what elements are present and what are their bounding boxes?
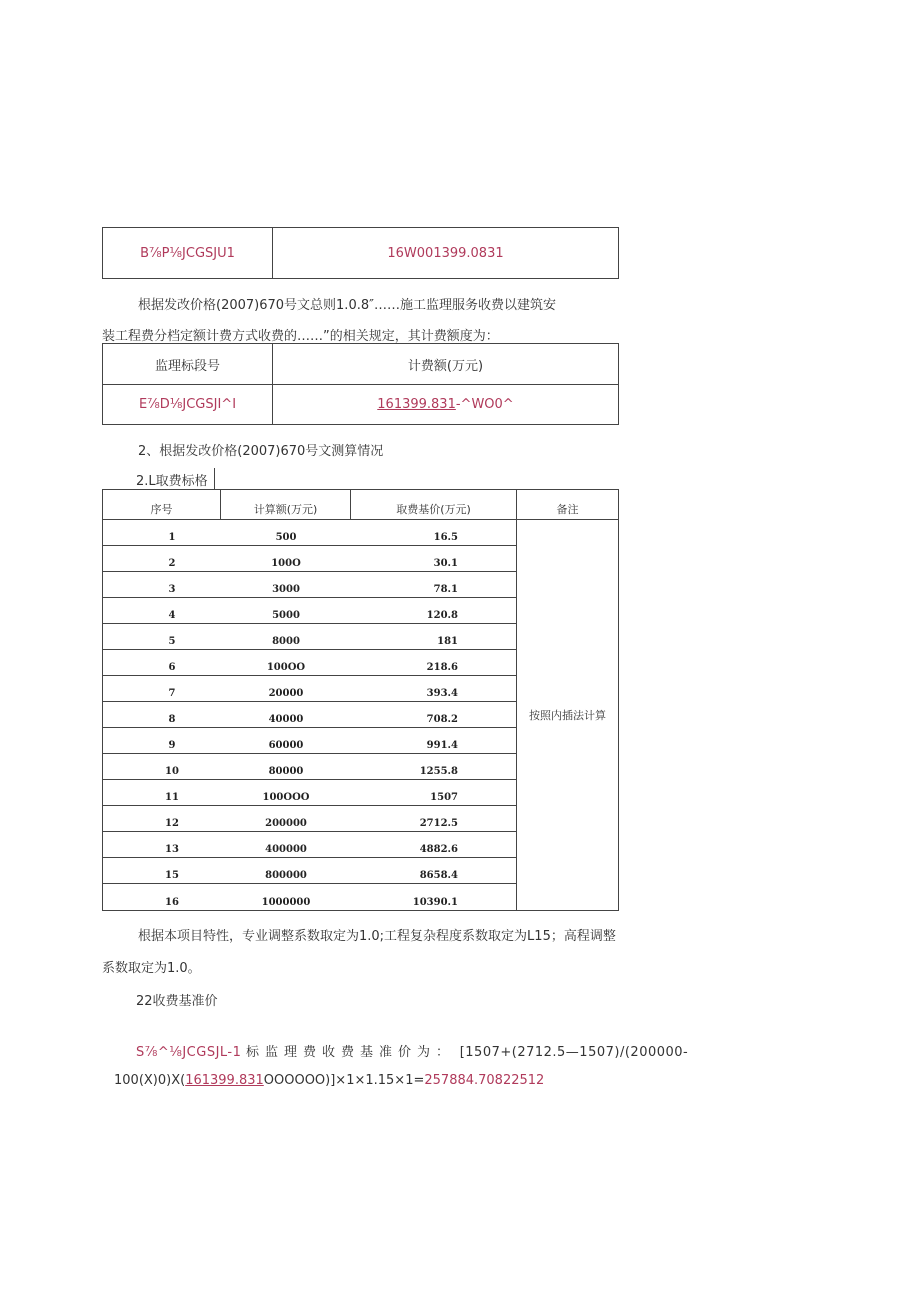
section22-title: 22收费基准价 bbox=[136, 994, 218, 1009]
formula-expr2-c: OOOOOO)]×1×1.15×1= bbox=[263, 1073, 425, 1088]
code-value-table bbox=[102, 227, 619, 279]
row-index: 10 bbox=[165, 766, 179, 777]
row-index: 7 bbox=[168, 688, 176, 699]
row-index: 11 bbox=[165, 792, 179, 803]
table-row bbox=[103, 598, 516, 624]
row-index: 9 bbox=[168, 740, 176, 751]
table-row bbox=[103, 676, 516, 702]
formula-line2 bbox=[114, 1073, 544, 1088]
row-index: 15 bbox=[165, 870, 179, 881]
header-base-price: 取费基价(万元) bbox=[396, 503, 471, 516]
table-row bbox=[103, 572, 516, 598]
row-base-price: 393.4 bbox=[426, 688, 458, 699]
table-row bbox=[103, 806, 516, 832]
row-calc-amount: 800000 bbox=[265, 870, 307, 881]
fee-amount-table bbox=[102, 343, 619, 425]
row-base-price: 2712.5 bbox=[419, 818, 458, 829]
fee-standard-table bbox=[102, 489, 619, 911]
row-index: 12 bbox=[165, 818, 179, 829]
row-index: 13 bbox=[165, 844, 179, 855]
amount-main: 161399.831 bbox=[377, 396, 456, 412]
header-amount: 计费额(万元) bbox=[407, 358, 484, 374]
row-calc-amount: 200000 bbox=[265, 818, 307, 829]
row-calc-amount: 20000 bbox=[268, 688, 304, 699]
row-index: 1 bbox=[168, 532, 176, 543]
row-calc-amount: 100O bbox=[271, 558, 301, 569]
table-row bbox=[103, 624, 516, 650]
row-base-price: 1507 bbox=[430, 792, 458, 803]
fee-table-rows bbox=[103, 520, 516, 910]
table-row bbox=[103, 780, 516, 806]
section21-title: 2.L取费标格 bbox=[102, 468, 215, 490]
table-row bbox=[103, 702, 516, 728]
header-remark: 备注 bbox=[516, 490, 618, 520]
table-row bbox=[103, 832, 516, 858]
para2-line2: 系数取定为1.0。 bbox=[102, 961, 201, 976]
table-row bbox=[103, 884, 516, 910]
para2-line1: 根据本项目特性，专业调整系数取定为1.0;工程复杂程度系数取定为L15；高程调整 bbox=[138, 929, 616, 944]
formula-code: S⅞^⅛JCGSJL-1 bbox=[136, 1045, 242, 1060]
row-base-price: 8658.4 bbox=[419, 870, 458, 881]
row-calc-amount: 400000 bbox=[265, 844, 307, 855]
row-index: 4 bbox=[168, 610, 176, 621]
amount-suffix: -^WO0^ bbox=[455, 396, 514, 412]
table1-value: 16W001399.0831 bbox=[387, 245, 504, 261]
fee-table-header bbox=[103, 490, 516, 520]
table-row bbox=[103, 520, 516, 546]
table2-data-row bbox=[103, 384, 618, 424]
formula-label: 标监理费收费基准价为： bbox=[246, 1045, 456, 1060]
para1-line2: 装工程费分档定额计费方式收费的……”的相关规定，其计费额度为： bbox=[102, 329, 499, 344]
row-base-price: 218.6 bbox=[426, 662, 458, 673]
row-calc-amount: 1000000 bbox=[261, 897, 311, 908]
row-base-price: 16.5 bbox=[433, 532, 458, 543]
row-index: 6 bbox=[168, 662, 176, 673]
formula-expr1: [1507+(2712.5—1507)/(200000- bbox=[459, 1045, 689, 1060]
table-row bbox=[103, 650, 516, 676]
formula-expr2-a: 100(X)0)X( bbox=[114, 1073, 186, 1088]
para1-line1: 根据发改价格(2007)670号文总则1.0.8″……施工监理服务收费以建筑安 bbox=[138, 298, 556, 313]
header-calc-amount: 计算额(万元) bbox=[221, 490, 351, 519]
table1-code: B⅞P⅛JCGSJU1 bbox=[103, 228, 273, 278]
row-index: 8 bbox=[168, 714, 176, 725]
row-calc-amount: 500 bbox=[275, 532, 297, 543]
table-row bbox=[103, 546, 516, 572]
table-row bbox=[103, 754, 516, 780]
row-base-price: 1255.8 bbox=[419, 766, 458, 777]
formula-line1 bbox=[136, 1041, 688, 1060]
row-index: 5 bbox=[168, 636, 176, 647]
row-base-price: 991.4 bbox=[426, 740, 458, 751]
row-calc-amount: 100OO bbox=[266, 662, 306, 673]
row-calc-amount: 40000 bbox=[268, 714, 304, 725]
header-code: 监理标段号 bbox=[103, 344, 273, 384]
remark-cell: 按照内插法计算 bbox=[516, 520, 618, 910]
section2-title: 2、根据发改价格(2007)670号文测算情况 bbox=[138, 444, 384, 459]
formula-result: 257884.70822512 bbox=[424, 1073, 545, 1088]
row-calc-amount: 8000 bbox=[272, 636, 300, 647]
row-index: 16 bbox=[165, 897, 179, 908]
formula-amount: 161399.831 bbox=[185, 1073, 264, 1088]
row-index: 3 bbox=[168, 584, 176, 595]
row-base-price: 10390.1 bbox=[412, 897, 458, 908]
row-calc-amount: 3000 bbox=[272, 584, 300, 595]
table2-amount bbox=[273, 384, 618, 424]
row-base-price: 78.1 bbox=[433, 584, 458, 595]
row-calc-amount: 60000 bbox=[268, 740, 304, 751]
row-base-price: 708.2 bbox=[426, 714, 458, 725]
table2-header-row bbox=[103, 344, 618, 385]
row-calc-amount: 5000 bbox=[272, 610, 300, 621]
row-calc-amount: 80000 bbox=[268, 766, 304, 777]
header-index: 序号 bbox=[103, 490, 221, 519]
row-base-price: 181 bbox=[437, 636, 458, 647]
row-calc-amount: 100OOO bbox=[262, 792, 310, 803]
row-base-price: 120.8 bbox=[426, 610, 458, 621]
table-row bbox=[103, 728, 516, 754]
table-row bbox=[103, 858, 516, 884]
row-base-price: 4882.6 bbox=[419, 844, 458, 855]
row-index: 2 bbox=[168, 558, 176, 569]
table2-code: E⅞D⅛JCGSJI^I bbox=[103, 384, 273, 424]
row-base-price: 30.1 bbox=[433, 558, 458, 569]
